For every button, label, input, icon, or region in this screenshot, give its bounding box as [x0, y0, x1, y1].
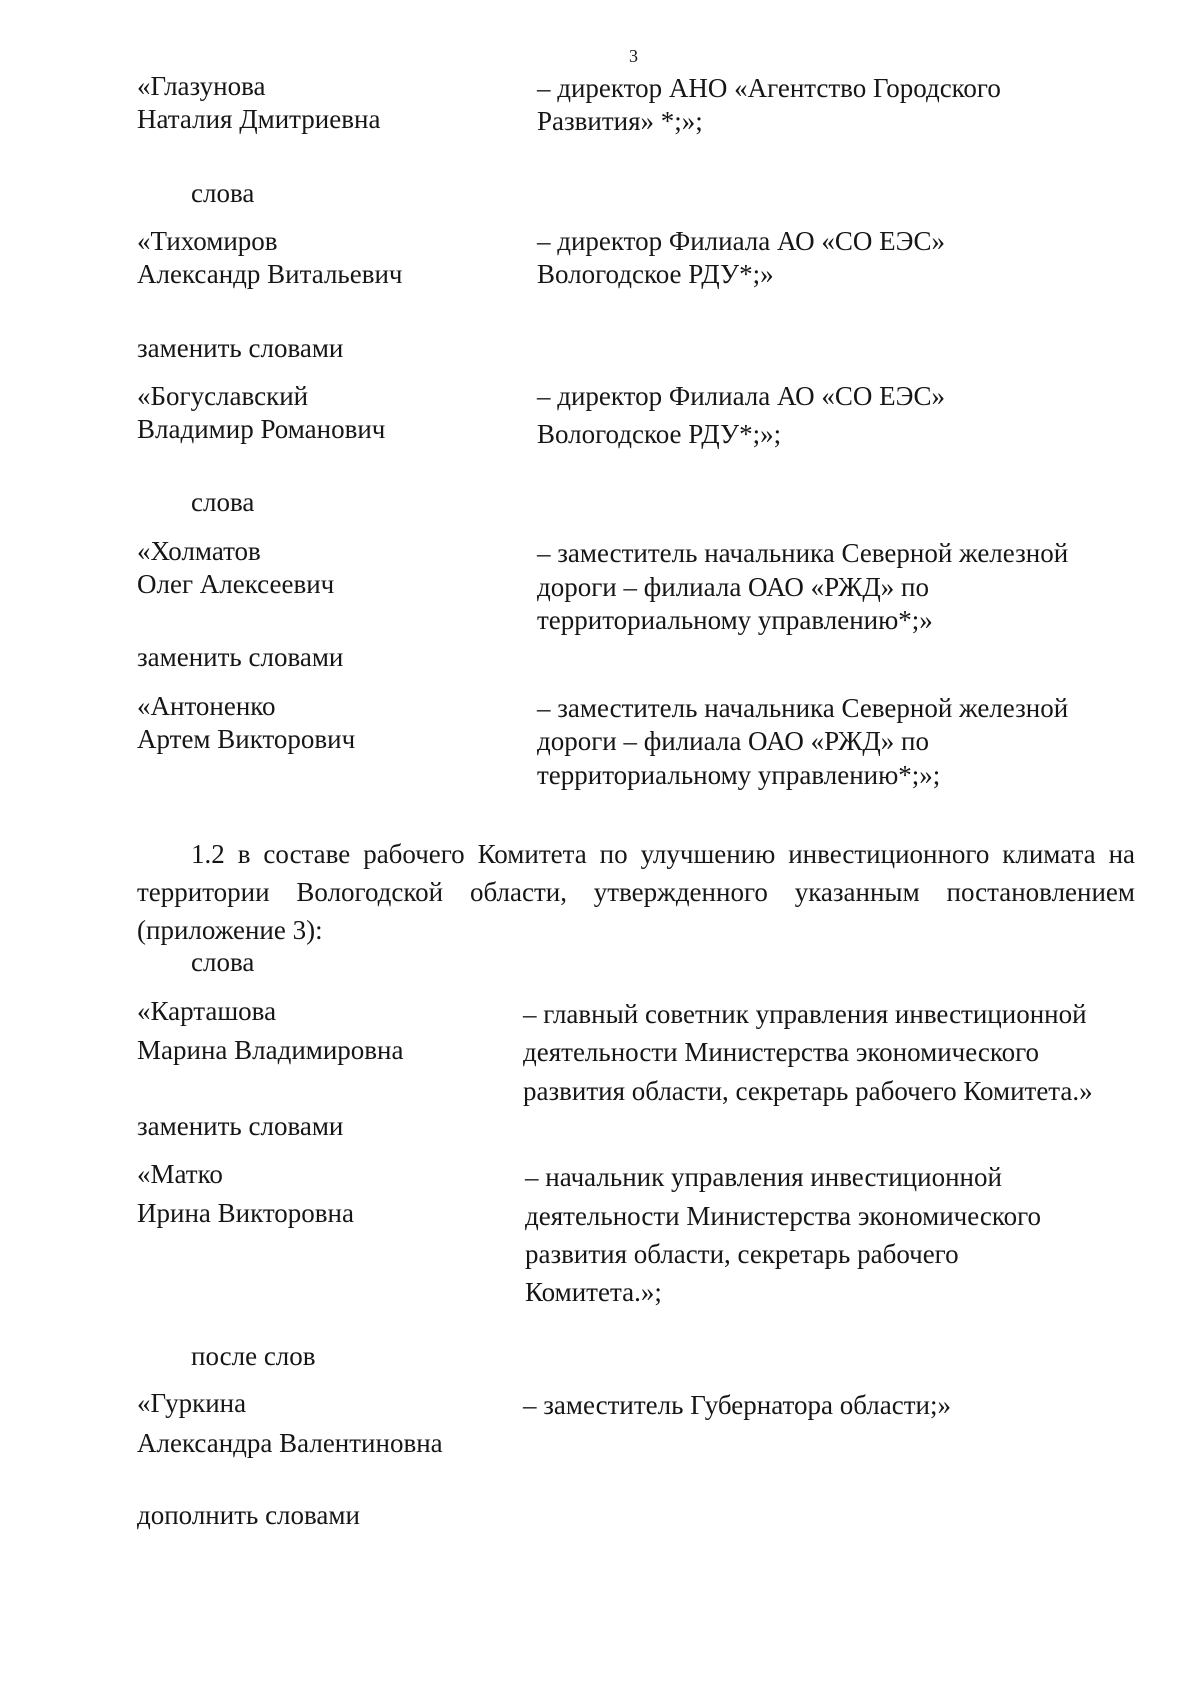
person-position: – заместитель Губернатора области;»	[523, 1390, 951, 1420]
paragraph-1-2: 1.2 в составе рабочего Комитета по улучшению инвестиционного климата на территории Вологодской области, утвержденного указанным постановлением (приложение 3):	[137, 839, 1135, 945]
person-position: деятельности Министерства экономического	[525, 1201, 1042, 1231]
person-name: «Глазунова	[137, 71, 266, 101]
person-name: Александра Валентиновна	[137, 1428, 443, 1458]
person-position: территориальному управлению*;»	[537, 605, 933, 635]
person-name: «Карташова	[137, 996, 277, 1026]
instruction-replace: заменить словами	[137, 333, 344, 363]
instruction-replace: заменить словами	[137, 642, 344, 672]
person-position: – директор АНО «Агентство Городского	[537, 73, 1001, 103]
person-name: Марина Владимировна	[137, 1035, 404, 1065]
person-name: Александр Витальевич	[137, 259, 403, 289]
instruction-words: слова	[191, 487, 255, 517]
person-position: развития области, секретарь рабочего Комитета.»	[523, 1076, 1093, 1106]
person-position: Вологодское РДУ*;»	[537, 259, 774, 289]
instruction-after-words: после слов	[191, 1341, 316, 1371]
person-name: «Тихомиров	[137, 226, 278, 256]
person-position: Развития» *;»;	[537, 106, 703, 136]
person-name: «Гуркина	[137, 1388, 247, 1418]
page-number: 3	[629, 46, 638, 66]
person-position: – начальник управления инвестиционной	[525, 1162, 1002, 1192]
person-name: Наталия Дмитриевна	[137, 104, 381, 134]
person-position: деятельности Министерства экономического	[523, 1037, 1040, 1067]
instruction-add: дополнить словами	[137, 1500, 360, 1530]
person-name: Артем Викторович	[137, 724, 356, 754]
person-position: дороги – филиала ОАО «РЖД» по	[537, 572, 929, 602]
person-position: Вологодское РДУ*;»;	[537, 419, 782, 449]
person-name: Ирина Викторовна	[137, 1198, 354, 1228]
person-name: «Богуславский	[137, 381, 309, 411]
person-position: – главный советник управления инвестиционной	[523, 999, 1087, 1029]
person-position: – директор Филиала АО «СО ЕЭС»	[537, 381, 945, 411]
person-position: дороги – филиала ОАО «РЖД» по	[537, 726, 929, 756]
instruction-replace: заменить словами	[137, 1111, 344, 1141]
person-position: – заместитель начальника Северной железной	[537, 538, 1069, 568]
person-name: «Матко	[137, 1159, 223, 1189]
person-name: Владимир Романович	[137, 414, 386, 444]
person-position: развития области, секретарь рабочего	[525, 1239, 959, 1269]
person-position: – директор Филиала АО «СО ЕЭС»	[537, 226, 945, 256]
person-name: Олег Алексеевич	[137, 569, 335, 599]
person-position: Комитета.»;	[525, 1277, 662, 1307]
person-position: территориальному управлению*;»;	[537, 760, 941, 790]
person-name: «Холматов	[137, 536, 261, 566]
person-name: «Антоненко	[137, 691, 276, 721]
instruction-words: слова	[191, 947, 255, 977]
person-position: – заместитель начальника Северной железной	[537, 693, 1069, 723]
instruction-words: слова	[191, 178, 255, 208]
